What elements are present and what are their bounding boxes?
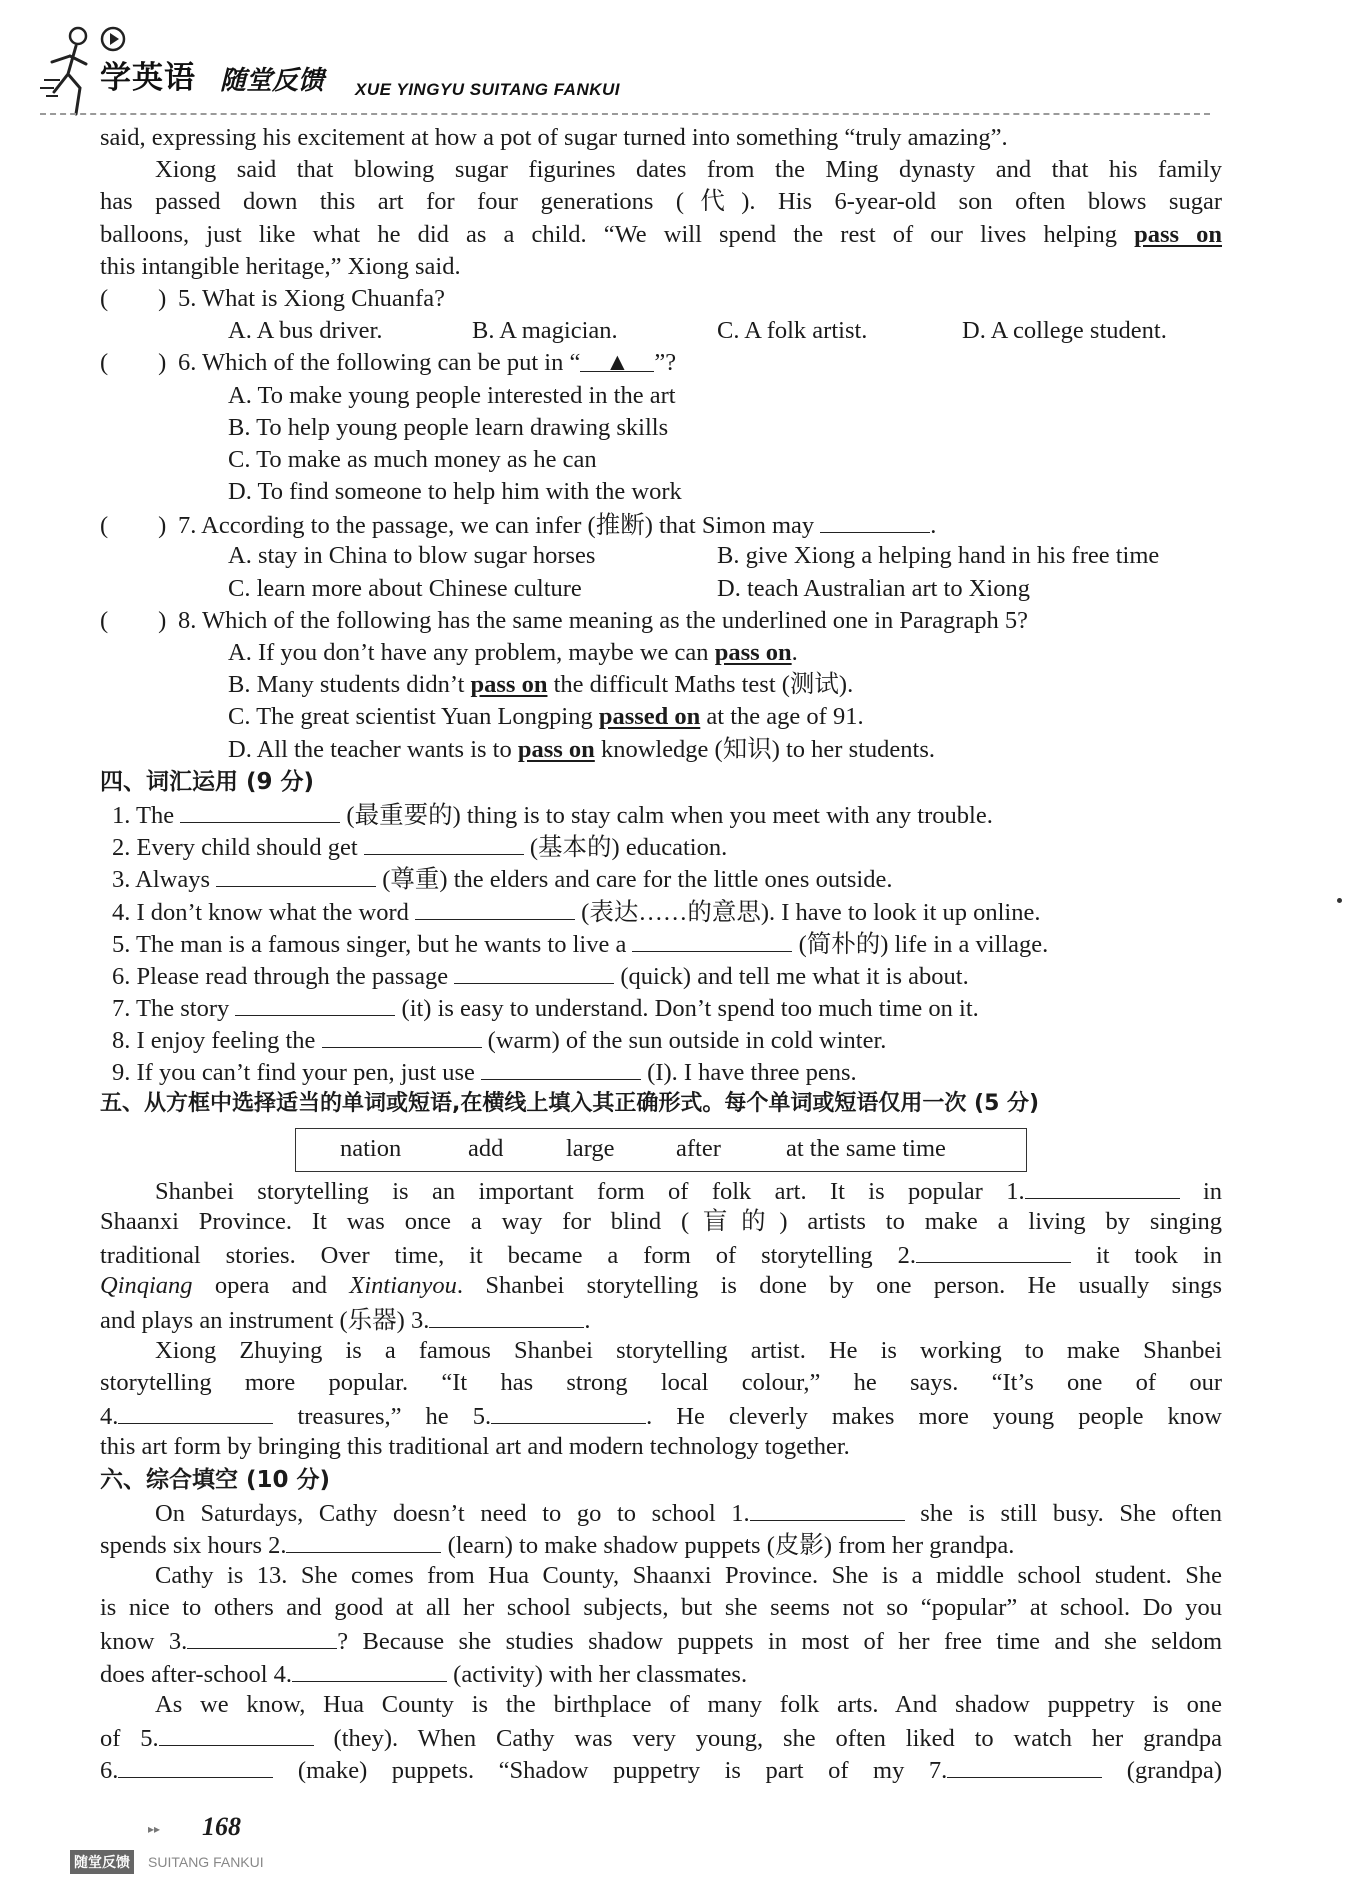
passage-line: 6. (make) puppets. “Shadow puppetry is part of my 7. (grandpa) [100, 1753, 1222, 1785]
answer-blank[interactable] [322, 1023, 482, 1048]
answer-bracket[interactable]: ( ) [100, 349, 167, 377]
word-option: nation [340, 1135, 402, 1162]
brand-title-en: XUE YINGYU SUITANG FANKUI [355, 80, 621, 99]
passage-line: As we know, Hua County is the birthplace of many folk arts. And shadow puppetry is one [155, 1690, 1222, 1718]
answer-blank[interactable] [947, 1753, 1102, 1778]
answer-blank[interactable] [481, 1055, 641, 1080]
question-7: ( ) 7. According to the passage, we can infer (推断) that Simon may . [100, 508, 1222, 540]
vocab-item: 2. Every child should get (基本的) education. [100, 830, 1222, 862]
option-a[interactable]: A. To make young people interested in the art [228, 381, 676, 409]
passage-line: Shaanxi Province. It was once a way for blind (盲的) artists to make a living by singing [100, 1208, 1222, 1235]
passage-line: storytelling more popular. “It has strong local colour,” he says. “It’s one of our [100, 1368, 1222, 1396]
page-arrows-icon: ▸▸ [148, 1822, 161, 1836]
passage-line: balloons, just like what he did as a child. “We will spend the rest of our lives helping pass on [100, 220, 1222, 248]
vocab-item: 9. If you can’t find your pen, just use (I). I have three pens. [100, 1055, 1222, 1087]
option-b[interactable]: B. A magician. [472, 317, 618, 345]
question-6: ( ) 6. Which of the following can be put in “ ▲ ”? [100, 347, 1222, 379]
passage-line: On Saturdays, Cathy doesn’t need to go to school 1. she is still busy. She often [100, 1496, 1222, 1528]
passage-line: and plays an instrument (乐器) 3. . [100, 1303, 1222, 1335]
vocab-item: 1. The (最重要的) thing is to stay calm when you meet with any trouble. [100, 798, 1222, 830]
answer-blank[interactable] [187, 1624, 337, 1649]
header-divider [40, 113, 1210, 115]
question-5-options [100, 315, 1222, 347]
passage-line: this intangible heritage,” Xiong said. [100, 252, 461, 280]
answer-blank[interactable] [216, 862, 376, 887]
vocab-item: 6. Please read through the passage (quick) and tell me what it is about. [100, 959, 1222, 991]
option-a[interactable]: A. If you don’t have any problem, maybe we can pass on. [228, 639, 798, 666]
option-a[interactable]: A. A bus driver. [228, 317, 383, 345]
passage-line: Cathy is 13. She comes from Hua County, Shaanxi Province. She is a middle school student. She [155, 1562, 1222, 1590]
passage-line: Xiong Zhuying is a famous Shanbei storytelling artist. He is working to make Shanbei [155, 1336, 1222, 1364]
question-7-options [100, 540, 1222, 572]
answer-blank[interactable] [292, 1657, 447, 1682]
option-c[interactable]: C. To make as much money as he can [228, 445, 597, 473]
passage-line: traditional stories. Over time, it became a form of storytelling 2. it took in [100, 1238, 1222, 1270]
option-d[interactable]: D. teach Australian art to Xiong [717, 574, 1030, 602]
vocab-item: 4. I don’t know what the word (表达……的意思). I have to look it up online. [100, 895, 1222, 927]
triangle-icon: ▲ [605, 349, 630, 377]
footer-label-cn: 随堂反馈 [70, 1850, 134, 1874]
brand-title-cn: 学英语 [100, 60, 196, 96]
passage-line: does after-school 4. (activity) with her classmates. [100, 1657, 1222, 1689]
answer-blank[interactable] [820, 508, 930, 533]
footer-label-en: SUITANG FANKUI [148, 1854, 264, 1870]
play-icon [100, 26, 126, 52]
answer-blank[interactable] [118, 1753, 273, 1778]
option-c[interactable]: C. learn more about Chinese culture [228, 574, 582, 602]
passage-line: know 3. ? Because she studies shadow puppets in most of her free time and she seldom [100, 1624, 1222, 1656]
passage-line: Qinqiang opera and Xintianyou. Shanbei storytelling is done by one person. He usually sings [100, 1272, 1222, 1300]
passage-line: of 5. (they). When Cathy was very young, she often liked to watch her grandpa [100, 1721, 1222, 1753]
option-b[interactable]: B. Many students didn’t pass on the difficult Maths test (测试). [228, 671, 854, 699]
answer-blank[interactable] [118, 1399, 273, 1424]
answer-blank[interactable] [491, 1399, 646, 1424]
answer-blank[interactable] [750, 1496, 905, 1521]
vocab-item: 7. The story (it) is easy to understand. Don’t spend too much time on it. [100, 991, 1222, 1023]
section-6-title: 六、综合填空 (10 分) [100, 1466, 331, 1493]
word-box [295, 1128, 1027, 1172]
passage-line: has passed down this art for four generations (代). His 6-year-old son often blows sugar [100, 188, 1222, 216]
answer-blank[interactable] [415, 895, 575, 920]
brand-subtitle-cn: 随堂反馈 [220, 66, 325, 96]
option-c[interactable]: C. A folk artist. [717, 317, 868, 345]
vocab-item: 5. The man is a famous singer, but he wants to live a (简朴的) life in a village. [100, 927, 1222, 959]
triangle-blank [580, 347, 654, 377]
footer-logo [70, 1848, 275, 1878]
answer-bracket[interactable]: ( ) [100, 606, 167, 634]
answer-blank[interactable] [1025, 1174, 1180, 1199]
stray-dot [1337, 898, 1342, 903]
word-option: at the same time [786, 1135, 946, 1162]
answer-blank[interactable] [429, 1303, 584, 1328]
word-option: add [468, 1135, 504, 1162]
answer-blank[interactable] [632, 927, 792, 952]
question-7-options [100, 573, 1222, 605]
answer-blank[interactable] [916, 1238, 1071, 1263]
passage-line: Shanbei storytelling is an important form of folk art. It is popular 1. in [100, 1174, 1222, 1206]
page-content [100, 122, 1222, 1785]
word-option: large [566, 1135, 615, 1162]
option-a[interactable]: A. stay in China to blow sugar horses [228, 542, 596, 570]
answer-blank[interactable] [364, 830, 524, 855]
question-5: ( ) 5. What is Xiong Chuanfa? [100, 283, 1222, 315]
vocab-item: 8. I enjoy feeling the (warm) of the sun outside in cold winter. [100, 1023, 1222, 1055]
passage-line: 4. treasures,” he 5. . He cleverly makes more young people know [100, 1399, 1222, 1431]
word-option: after [676, 1135, 721, 1162]
passage-line: said, expressing his excitement at how a pot of sugar turned into something “truly amazing”. [100, 124, 1008, 151]
option-d[interactable]: D. All the teacher wants is to pass on knowledge (知识) to her students. [228, 735, 936, 763]
section-5-title: 五、从方框中选择适当的单词或短语,在横线上填入其正确形式。每个单词或短语仅用一次 (5 分) [100, 1090, 1040, 1116]
vocab-item: 3. Always (尊重) the elders and care for the little ones outside. [100, 862, 1222, 894]
option-d[interactable]: D. A college student. [962, 317, 1167, 345]
answer-blank[interactable] [286, 1528, 441, 1553]
option-d[interactable]: D. To find someone to help him with the work [228, 478, 682, 506]
passage-line: spends six hours 2. (learn) to make shadow puppets (皮影) from her grandpa. [100, 1528, 1222, 1560]
answer-bracket[interactable]: ( ) [100, 284, 167, 312]
page-number: 168 [202, 1812, 241, 1841]
option-b[interactable]: B. give Xiong a helping hand in his free time [717, 542, 1160, 570]
passage-line: Xiong said that blowing sugar figurines dates from the Ming dynasty and that his family [155, 156, 1222, 184]
answer-blank[interactable] [235, 991, 395, 1016]
answer-blank[interactable] [159, 1721, 314, 1746]
underlined-phrase: pass on [1134, 220, 1222, 248]
page-header [30, 12, 1030, 112]
answer-bracket[interactable]: ( ) [100, 512, 167, 540]
option-c[interactable]: C. The great scientist Yuan Longping passed on at the age of 91. [228, 703, 864, 731]
section-4-title: 四、词汇运用 (9 分) [100, 768, 315, 795]
answer-blank[interactable] [180, 798, 340, 823]
answer-blank[interactable] [454, 959, 614, 984]
option-b[interactable]: B. To help young people learn drawing skills [228, 413, 669, 441]
passage-line: this art form by bringing this traditional art and modern technology together. [100, 1433, 850, 1461]
question-8: ( ) 8. Which of the following has the same meaning as the underlined one in Paragraph 5? [100, 605, 1222, 637]
passage-line: is nice to others and good at all her school subjects, but she seems not so “popular” at school. Do you [100, 1594, 1222, 1622]
